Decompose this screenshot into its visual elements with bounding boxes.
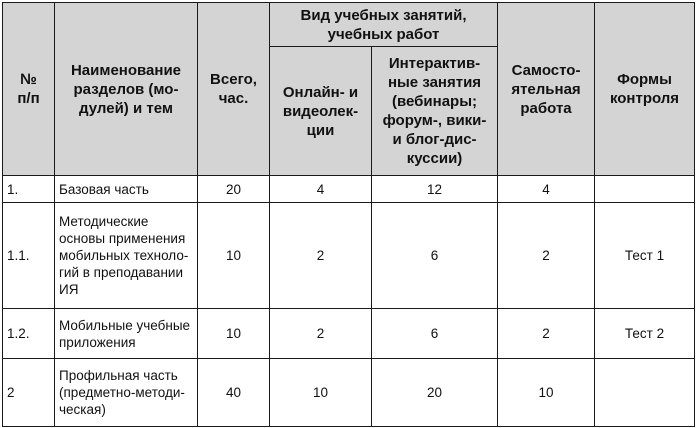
header-control: Формы контроля: [595, 3, 695, 176]
header-interactive: Интерактив- ные занятия (вебинары; форум-, вики- и блог-дис- куссии): [372, 47, 498, 176]
row-num: 1.2.: [3, 309, 55, 359]
table-row: [3, 203, 695, 309]
row-interactive: 12: [372, 176, 498, 203]
table-row: [3, 309, 695, 359]
table-row: [3, 359, 695, 427]
row-name: Профильная часть (предметно-методи- ческая): [55, 359, 198, 427]
row-total: 40: [198, 359, 270, 427]
row-control: [595, 176, 695, 203]
row-name: Базовая часть: [55, 176, 198, 203]
table-row: [3, 176, 695, 203]
row-online: 2: [270, 309, 372, 359]
row-control: Тест 1: [595, 203, 695, 309]
row-num: 2: [3, 359, 55, 427]
header-activity-group: Вид учебных занятий, учебных работ: [270, 3, 498, 47]
row-online: 10: [270, 359, 372, 427]
header-online: Онлайн- и видеолек- ции: [270, 47, 372, 176]
row-total: 10: [198, 309, 270, 359]
row-name: Мобильные учебные приложения: [55, 309, 198, 359]
row-interactive: 6: [372, 203, 498, 309]
row-num: 1.1.: [3, 203, 55, 309]
row-interactive: 6: [372, 309, 498, 359]
header-self-study: Самосто- ятельная работа: [498, 3, 595, 176]
row-self: 10: [498, 359, 595, 427]
row-self: 2: [498, 309, 595, 359]
row-num: 1.: [3, 176, 55, 203]
row-control: Тест 2: [595, 309, 695, 359]
row-total: 20: [198, 176, 270, 203]
header-name: Наименование разделов (мо- дулей) и тем: [55, 3, 198, 176]
row-online: 2: [270, 203, 372, 309]
row-name: Методические основы применения мобильных техноло- гий в преподавании ИЯ: [55, 203, 198, 309]
row-self: 2: [498, 203, 595, 309]
curriculum-table: [2, 2, 695, 427]
header-total: Всего, час.: [198, 3, 270, 176]
row-control: [595, 359, 695, 427]
header-num: № п/п: [3, 3, 55, 176]
row-self: 4: [498, 176, 595, 203]
header-row-top: [3, 3, 695, 47]
row-online: 4: [270, 176, 372, 203]
row-total: 10: [198, 203, 270, 309]
row-interactive: 20: [372, 359, 498, 427]
